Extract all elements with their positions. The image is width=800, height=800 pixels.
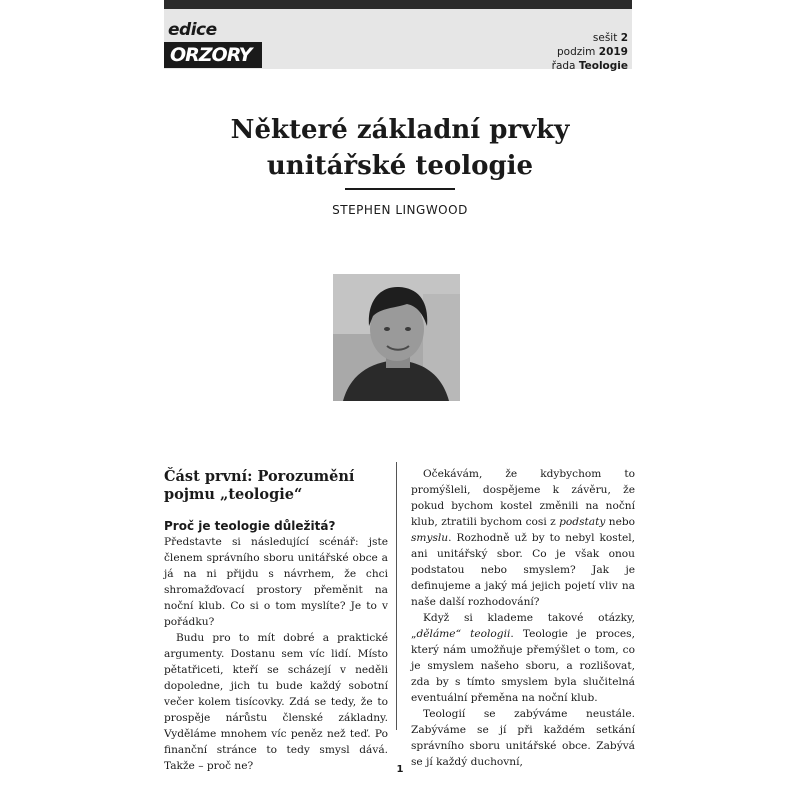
author-photo [333,274,460,401]
paragraph: Představte si následující scénář: jste členem správního sboru unitářské obce a já na ni přijdu s návrhem, že chci shromažďovací prostory přeměnit na noční klub. Co si o tom myslíte? Je to v pořádku? [164,536,388,628]
series-name: Teologie [578,60,628,72]
emphasis: podstaty [559,516,606,528]
author-name: STEPHEN LINGWOOD [332,203,468,217]
emphasis: děláme“ teologii [416,628,511,640]
series-label: řada [551,60,576,72]
emphasis: smyslu [411,532,449,544]
column-divider [396,462,397,730]
paragraph [411,466,635,610]
season-label: podzim [557,46,596,58]
title-rule [345,188,455,190]
paragraph: Budu pro to mít dobré a praktické argumenty. Dostanu sem víc lidí. Místo pětatřiceti, kteří se scházejí v neděli dopoledne, jich tu bude každý sobotní večer kolem tisícovky. Zdá se tedy, že to prospěje nárůstu členské základny. Vyděláme mnohem víc peněz než teď. Po finanční stránce to tedy smysl dává. Takže – proč ne? [164,632,388,772]
paragraph: Teologií se zabýváme neustále. Zabýváme se jí při každém setkání správního sboru unitářské obce. Zabývá se jí každý duchovní, [411,708,635,768]
article-title [200,112,600,184]
issue-year: 2019 [598,46,628,58]
top-bar [164,0,632,9]
issue-label: sešit [592,32,618,44]
portrait-image [333,274,460,401]
text-run: Když si klademe takové otázky, „ [411,612,635,640]
title-line-1: Některé základní prvky [230,115,570,145]
left-column [164,468,388,774]
issue-number: 2 [620,32,628,44]
section-heading: Část první: Porozumění pojmu „teologie“ [164,468,355,503]
edice-orzory-logo [164,20,262,68]
title-line-2: unitářské teologie [266,151,534,181]
text-run: Očekávám, že kdybychom to promýšleli, dospějeme k závěru, že pokud bychom kostel změnili na noční klub, ztratili bychom cosi z [411,468,635,528]
issue-info [552,31,628,73]
page-number: 1 [396,764,404,775]
logo-bottom-text: ORZORY [170,44,252,66]
text-run: nebo [605,516,636,528]
text-run: . Teologie je proces, který nám umožňuje přemýšlet o tom, co je smyslem našeho sboru, a rozlišovat, zda by s tímto smyslem byla slučitelná eventuální přeměna na noční klub. [411,628,635,704]
right-column [411,466,635,770]
logo-top-text: edice [168,20,217,40]
subsection-heading: Proč je teologie důležitá? [164,519,336,533]
text-run: . Rozhodně už by to nebyl kostel, ani unitářský sbor. Co je však onou podstatou nebo smyslem? Jak je definujeme a jaký má jejich pojetí vliv na naše další rozhodování? [411,532,635,608]
paragraph [411,610,635,706]
